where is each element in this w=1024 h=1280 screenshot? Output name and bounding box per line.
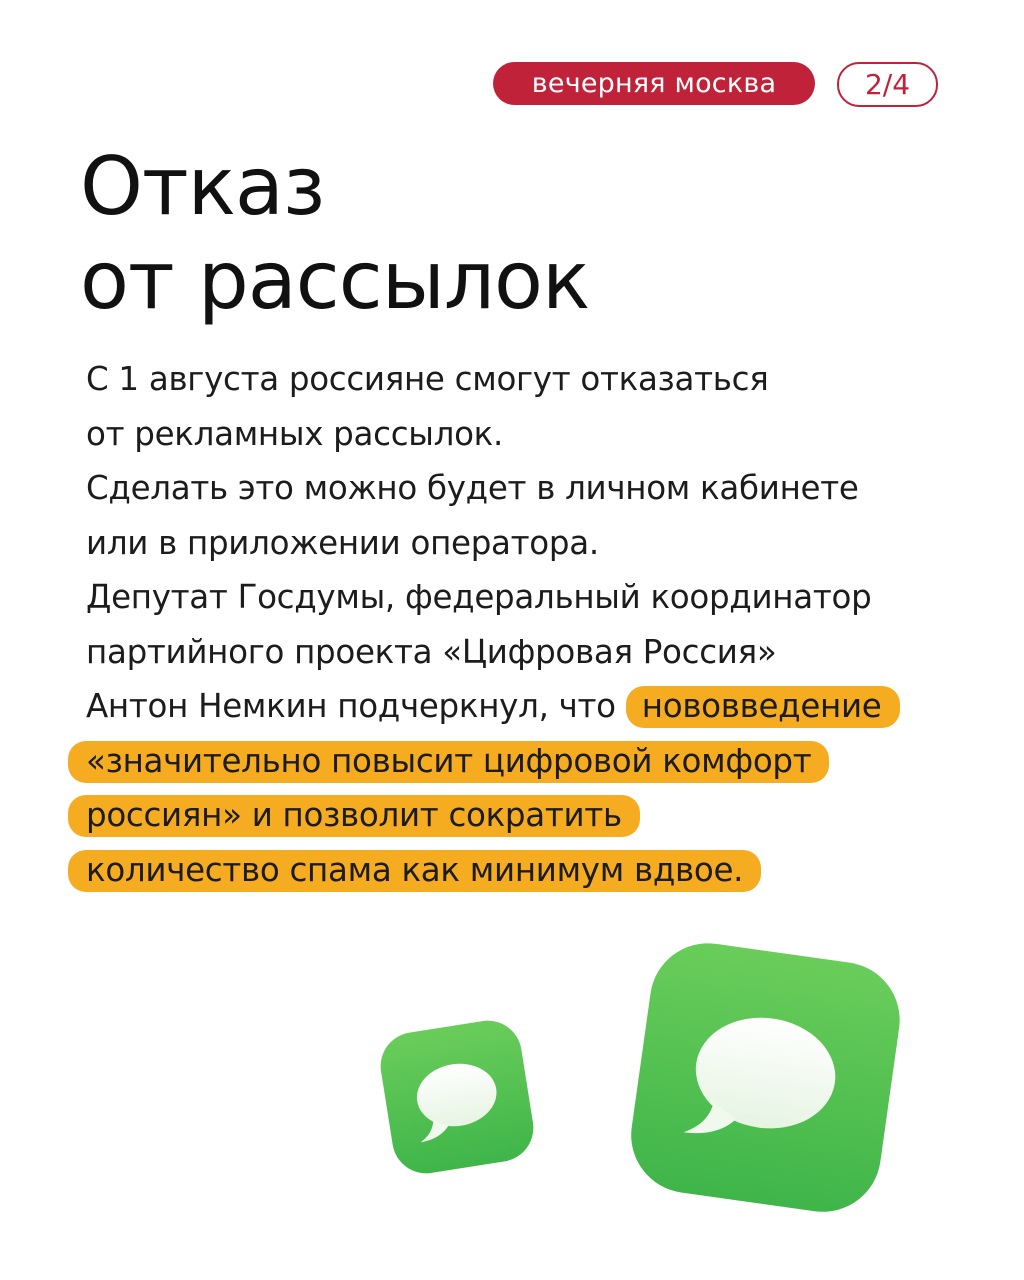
body-text	[86, 352, 986, 897]
body-line	[86, 679, 986, 734]
body-line	[86, 788, 986, 843]
body-line: или в приложении оператора.	[86, 523, 599, 562]
page-title	[80, 140, 589, 328]
quote-highlight: нововведение	[626, 686, 900, 728]
body-line: Депутат Госдумы, федеральный координатор	[86, 578, 872, 616]
body-line	[86, 843, 986, 898]
title-line: Отказ	[80, 140, 325, 233]
brand-badge: вечерняя москва	[493, 62, 815, 105]
page-counter: 2/4	[837, 62, 938, 107]
quote-highlight: количество спама как минимум вдвое.	[68, 850, 761, 892]
body-line: партийного проекта «Цифровая Россия»	[86, 632, 777, 671]
title-line: от рассылок	[80, 234, 590, 327]
body-line: Сделать это можно будет в личном кабинете	[86, 469, 859, 507]
body-line: от рекламных рассылок.	[86, 414, 504, 453]
messages-icon-small	[372, 1012, 542, 1182]
quote-highlight: россиян» и позволит сократить	[68, 795, 640, 837]
body-line: С 1 августа россияне смогут отказаться	[86, 360, 769, 398]
body-line	[86, 734, 986, 789]
body-line-text: Антон Немкин подчеркнул, что	[86, 687, 626, 725]
messages-icon-large	[618, 930, 913, 1225]
quote-highlight: «значительно повысит цифровой комфорт	[68, 741, 829, 783]
